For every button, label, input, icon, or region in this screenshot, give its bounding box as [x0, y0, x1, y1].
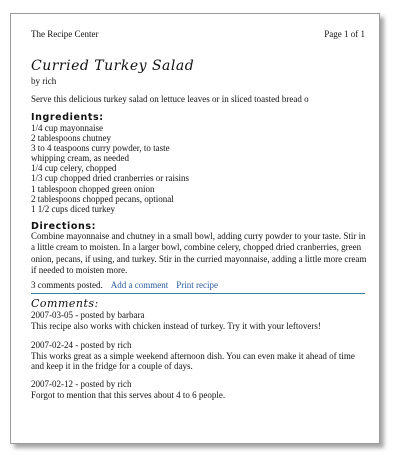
comment-meta: 2007-02-24 - posted by rich [31, 340, 132, 350]
add-comment-link[interactable]: Add a comment [110, 280, 169, 290]
ingredient-item: 1/4 cup mayonnaise [31, 123, 103, 133]
comment-text: This recipe also works with chicken instead of turkey. Try it with your leftovers! [31, 320, 321, 331]
recipe-print-page [10, 13, 380, 444]
comments-heading: Comments: [31, 297, 99, 310]
ingredient-item: 3 to 4 teaspoons curry powder, to taste [31, 143, 170, 154]
recipe-intro: Serve this delicious turkey salad on lettuce leaves or in sliced toasted bread o [31, 94, 309, 104]
recipe-actions [31, 280, 218, 290]
print-header [31, 29, 365, 39]
comment-meta: 2007-03-05 - posted by barbara [31, 310, 145, 320]
ingredient-item: whipping cream, as needed [31, 153, 129, 164]
ingredient-item: 1 tablespoon chopped green onion [31, 183, 155, 194]
recipe-author: by rich [31, 76, 57, 86]
recipe-title: Curried Turkey Salad [31, 58, 195, 74]
comment-text: This works great as a simple weekend afternoon dish. You can even make it ahead of time and keep it in the fridge for a couple of days. [31, 350, 355, 371]
comments-count: 3 comments posted. [31, 280, 103, 290]
comment-item [31, 379, 367, 400]
directions-text: Combine mayonnaise and chutney in a small bowl, adding curry powder to your taste. Stir in a little cream to moisten. In a larger bowl, combine celery, chopped dried cranberries, green onion, pecans, if using, and turkey. Stir in the curried mayonnaise, adding a little more cream if needed to moisten more. [31, 231, 367, 276]
directions-heading: Directions: [31, 221, 97, 232]
ingredient-item: 1/3 cup chopped dried cranberries or raisins [31, 173, 189, 184]
comment-text: Forgot to mention that this serves about 4 to 6 people. [31, 389, 226, 400]
print-recipe-link[interactable]: Print recipe [176, 280, 218, 290]
ingredient-item: 1 1/2 cups diced turkey [31, 203, 115, 214]
section-divider [31, 293, 365, 294]
ingredient-item: 1/4 cup celery, chopped [31, 163, 117, 174]
comment-meta: 2007-02-12 - posted by rich [31, 379, 132, 389]
page-number: Page 1 of 1 [324, 29, 365, 39]
comment-item [31, 340, 367, 372]
ingredients-heading: Ingredients: [31, 112, 104, 123]
ingredient-item: 2 tablespoons chopped pecans, optional [31, 193, 174, 204]
comment-item [31, 310, 367, 331]
ingredients-list [31, 123, 189, 214]
site-name: The Recipe Center [31, 29, 99, 39]
ingredient-item: 2 tablespoons chutney [31, 133, 111, 144]
